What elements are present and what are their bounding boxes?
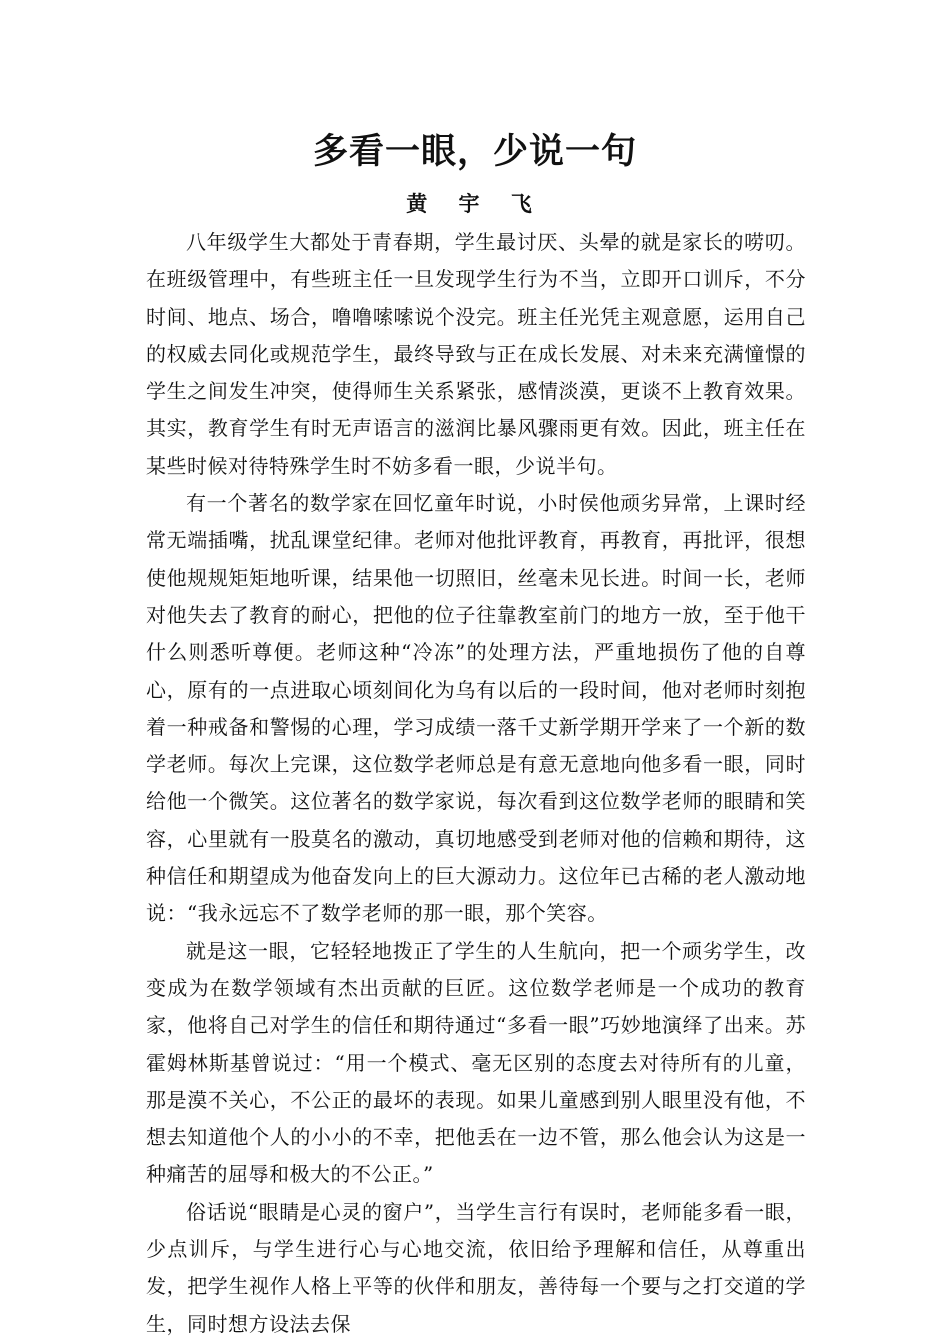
article-body <box>146 224 806 1343</box>
paragraph-4: 俗话说“眼睛是心灵的窗户”，当学生言行有误时，老师能多看一眼，少点训斥，与学生进行心与心地交流，依旧给予理解和信任，从尊重出发，把学生视作人格上平等的伙伴和朋友，善待每一个要与之打交道的学生，同时想方设法去保 <box>146 1199 806 1336</box>
paragraph-3: 就是这一眼，它轻轻地拨正了学生的人生航向，把一个顽劣学生，改变成为在数学领域有杰出贡献的巨匠。这位数学老师是一个成功的教育家，他将自己对学生的信任和期待通过“多看一眼”巧妙地演绎了出来。苏霍姆林斯基曾说过：“用一个模式、毫无区别的态度去对待所有的儿童，那是漠不关心，不公正的最坏的表现。如果儿童感到别人眼里没有他，不想去知道他个人的小小的不幸，把他丢在一边不管，那么他会认为这是一种痛苦的屈辱和极大的不公正。” <box>146 938 806 1187</box>
author-name: 黄 宇 飞 <box>406 192 544 216</box>
paragraph-2: 有一个著名的数学家在回忆童年时说，小时侯他顽劣异常，上课时经常无端插嘴，扰乱课堂纪律。老师对他批评教育，再教育，再批评，很想使他规规矩矩地听课，结果他一切照旧，丝毫未见长进。时间一长，老师对他失去了教育的耐心，把他的位子往靠教室前门的地方一放，至于他干什么则悉听尊便。老师这种“冷冻”的处理方法，严重地损伤了他的自尊心，原有的一点进取心顷刻间化为乌有以后的一段时间，他对老师时刻抱着一种戒备和警惕的心理，学习成绩一落千丈新学期开学来了一个新的数学老师。每次上完课，这位数学老师总是有意无意地向他多看一眼，同时给他一个微笑。这位著名的数学家说，每次看到这位数学老师的眼睛和笑容，心里就有一股莫名的激动，真切地感受到老师对他的信赖和期待，这种信任和期望成为他奋发向上的巨大源动力。这位年已古稀的老人激动地说：“我永远忘不了数学老师的那一眼，那个笑容。 <box>146 491 806 926</box>
paragraph-1: 八年级学生大都处于青春期，学生最讨厌、头晕的就是家长的唠叨。在班级管理中，有些班主任一旦发现学生行为不当，立即开口训斥，不分时间、地点、场合，噜噜嗦嗦说个没完。班主任光凭主观意愿，运用自己的权威去同化或规范学生，最终导致与正在成长发展、对未来充满憧憬的学生之间发生冲突，使得师生关系紧张，感情淡漠，更谈不上教育效果。其实，教育学生有时无声语言的滋润比暴风骤雨更有效。因此，班主任在某些时候对待特殊学生时不妨多看一眼，少说半句。 <box>146 230 806 478</box>
document-title: 多看一眼，少说一句 <box>312 132 637 172</box>
